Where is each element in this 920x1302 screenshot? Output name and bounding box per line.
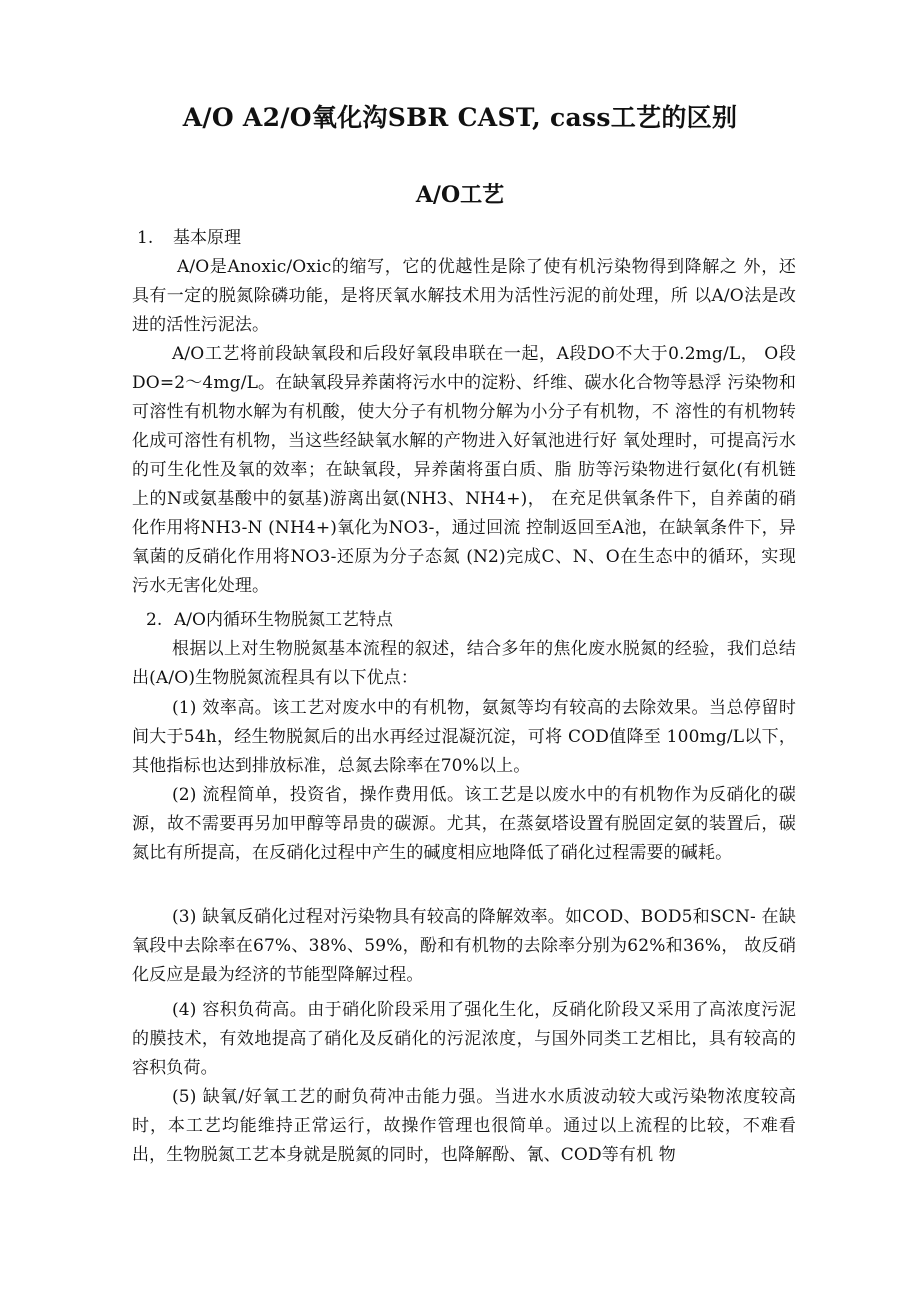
advantage-5: (5) 缺氧/好氧工艺的耐负荷冲击能力强。当进水水质波动较大或污染物浓度较高时，本工艺均能维持正常运行，故操作管理也很简单。通过以上流程的比较，不难看出，生物脱氮工艺本身就是脱氮的同时，也降解酚、氰、COD等有机 物 <box>132 1087 796 1165</box>
advantage-2: (2) 流程简单，投资省，操作费用低。该工艺是以废水中的有机物作为反硝化的碳源，故不需要再另加甲醇等昂贵的碳源。尤其，在蒸氨塔设置有脱固定氨的装置后，碳氮比有所提高，在反硝化过程中产生的碱度相应地降低了硝化过程需要的碱耗。 <box>132 785 796 863</box>
paragraph-1: A/O是Anoxic/Oxic的缩写，它的优越性是除了使有机污染物得到降解之 外，还具有一定的脱氮除磷功能，是将厌氧水解技术用为活性污泥的前处理，所 以A/O法是改进的活性污泥法。 <box>132 257 796 335</box>
paragraph-2: A/O工艺将前段缺氧段和后段好氧段串联在一起，A段DO不大于0.2mg/L， O段DO=2～4mg/L。在缺氧段异养菌将污水中的淀粉、纤维、碳水化合物等悬浮 污染物和可溶性有机物水解为有机酸，使大分子有机物分解为小分子有机物，不 溶性的有机物转化成可溶性有机物，当这些经缺氧水解的产物进入好氧池进行好 氧处理时，可提高污水的可生化性及氧的效率；在缺氧段，异养菌将蛋白质、脂 肪等污染物进行氨化(有机链上的N或氨基酸中的氨基)游离出氨(NH3、NH4+)， 在充足供氧条件下，自养菌的硝化作用将NH3-N (NH4+)氧化为NO3-，通过回流 控制返回至A池，在缺氧条件下，异氧菌的反硝化作用将NO3-还原为分子态氮 (N2)完成C、N、O在生态中的循环，实现污水无害化处理。 <box>132 344 796 596</box>
section-title: A/O工艺 <box>415 182 505 208</box>
section-heading-text-2: A/O内循环生物脱氮工艺特点 <box>174 610 393 630</box>
section-heading-text-1: 基本原理 <box>173 228 241 248</box>
section-number-2: 2. <box>146 610 163 630</box>
section-heading-2 <box>146 606 393 635</box>
section-heading-1 <box>137 224 241 253</box>
paragraph-3: 根据以上对生物脱氮基本流程的叙述，结合多年的焦化废水脱氮的经验，我们总结出(A/O)生物脱氮流程具有以下优点： <box>132 639 796 688</box>
advantage-3: (3) 缺氧反硝化过程对污染物具有较高的降解效率。如COD、BOD5和SCN- 在缺氧段中去除率在67%、38%、59%，酚和有机物的去除率分别为62%和36%， 故反硝化反应是最为经济的节能型降解过程。 <box>132 907 796 985</box>
section-number-1: 1. <box>137 228 154 248</box>
document-title: A/O A2/O氧化沟SBR CAST, cass工艺的区别 <box>182 103 738 132</box>
advantage-1: (1) 效率高。该工艺对废水中的有机物，氨氮等均有较高的去除效果。当总停留时间大于54h，经生物脱氮后的出水再经过混凝沉淀，可将 COD值降至 100mg/L以下，其他指标也达到排放标准，总氮去除率在70%以上。 <box>132 698 796 776</box>
advantage-4: (4) 容积负荷高。由于硝化阶段采用了强化生化，反硝化阶段又采用了高浓度污泥的膜技术，有效地提高了硝化及反硝化的污泥浓度，与国外同类工艺相比，具有较高的容积负荷。 <box>132 1000 796 1078</box>
